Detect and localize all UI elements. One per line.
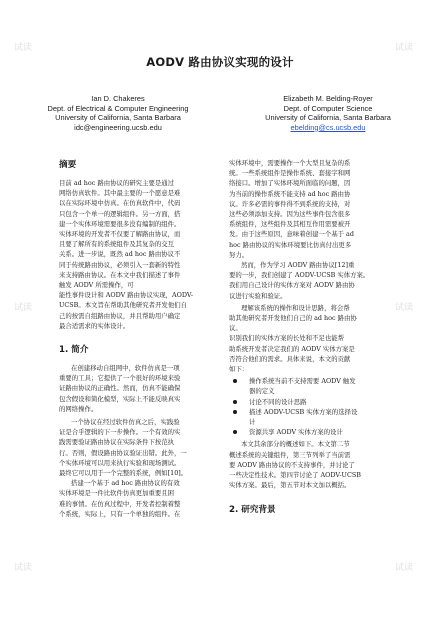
text-line: 理解该系统的操作和设计思路，将会帮 (241, 303, 350, 312)
text-line: 个实体环境可以用来执行实验和现场测试。 (59, 458, 181, 467)
text-line: 统。一些系统组件是操作系统、套接字和网 (229, 169, 351, 178)
text-line: 实体环境的开发者不仅要了解路由协议，而 (59, 230, 181, 239)
section-heading-background: 2. 研究背景 (229, 504, 276, 515)
text-line: 助系统开发者决定我们的 AODV 实体方案是 (229, 344, 355, 353)
author-name: Elizabeth M. Belding-Royer (283, 94, 373, 103)
text-line: 难的事情。在仿真过程中，开发者控制着整 (59, 499, 181, 508)
text-line: 己的按需自组路由协议，并且帮助用户确定 (59, 311, 181, 320)
author-university: University of California, Santa Barbara (265, 113, 391, 123)
watermark: 试读 (14, 303, 33, 313)
bullet-icon (233, 430, 237, 434)
section-heading-introduction: 1. 简介 (59, 345, 89, 356)
watermark: 试读 (14, 563, 33, 573)
watermark: 试读 (395, 563, 414, 573)
text-line: 的网络操作。 (59, 404, 98, 413)
list-item (229, 376, 417, 386)
intro-paragraph (59, 478, 247, 519)
text-line: 重要的工具；它提供了一个很好的环境来验 (59, 374, 181, 383)
text-line: 然而，作为学习 AODV 路由协议[12]重 (241, 261, 355, 270)
text-line: 网络仿真软件。其中最主要的一个愿意是难 (59, 189, 181, 198)
contribution-list (229, 376, 417, 437)
text-line: 能性事件设计和 AODV 路由协议实现，AODV- (59, 291, 194, 300)
left-column (59, 158, 247, 519)
text-line: 关系。进一步说，既然 ad hoc 路由协议不 (59, 250, 181, 259)
intro-paragraph (59, 363, 247, 414)
text-line: 议。 (229, 324, 242, 333)
text-line: 为当前的操作系统不能支持 ad hoc 路由协 (229, 189, 351, 198)
text-line: 系统组件，这些组件及其相互作用需要被开 (229, 220, 351, 229)
text-line: 本文其余部分的概述如下。本文第二节 (241, 440, 350, 449)
list-item-continuation (229, 386, 417, 396)
text-line: 发。由于这些原因，意味着创建一个基于 ad (229, 230, 354, 239)
text-line: 努力。 (229, 250, 249, 259)
body-paragraph (229, 303, 417, 334)
author-university: University of California, Santa Barbara (55, 113, 181, 123)
author-block (18, 94, 218, 132)
list-item-text: 器的定义 (249, 387, 275, 396)
list-item-text: 描述 AODV-UCSB 实体方案的选择设 (249, 407, 358, 416)
list-item-text: 讨论不同的设计思路 (249, 397, 307, 406)
text-line: 络接口。增加了实体环境所面临的问题，因 (229, 179, 351, 188)
text-line: 议。许多必需的事件得不到系统的支持，对 (229, 199, 351, 208)
text-line: 如下： (229, 365, 249, 374)
author-email-link[interactable]: ebelding@cs.ucsb.edu (290, 122, 366, 132)
text-line: 践需要验证路由协议在实际条件下按范执 (59, 438, 175, 447)
text-line: 一个协议在经过软件仿真之后，实践验 (71, 418, 180, 427)
text-line: 目前 ad hoc 路由协议的研究主要是通过 (59, 179, 175, 187)
watermark: 试读 (14, 43, 33, 53)
list-item (229, 427, 417, 437)
body-paragraph (229, 439, 417, 490)
text-line: 且要了解所有的系统组件及其复杂的交互 (59, 240, 175, 249)
text-line: 议进行实验和验证。 (229, 291, 287, 300)
text-line: UCSB。本文旨在帮助其他研究者开发他们自 (59, 301, 187, 310)
text-line: 要的一步，我们创建了 AODV-UCSB 实体方案。 (229, 271, 370, 280)
text-line: 包含假设和简化模型，实际上不能反映真实 (59, 394, 181, 403)
text-line: 证路由协议的正确性。然而，仿真不能确保 (59, 384, 181, 393)
body-paragraph (229, 158, 417, 260)
text-line: hoc 路由协议的实体环境要比仿真付出更多 (229, 240, 352, 249)
list-item-text: 计 (249, 418, 256, 427)
list-item-text: 资源共享 AODV 实体方案的设计 (249, 428, 343, 437)
text-line: 行。否则，假设路由协议验证出错。此外，一 (59, 448, 187, 457)
paper-title: AODV 路由协议实现的设计 (146, 55, 294, 69)
text-line: 最终它可以用于一个完整的系统，例如[10]。 (59, 469, 188, 478)
list-item (229, 397, 417, 407)
author-dept: Dept. of Electrical & Computer Engineering (47, 103, 189, 113)
text-line: 实体环境中，需要操作一个大型且复杂的系 (229, 159, 351, 167)
text-line: 来支持路由协议。在本文中我们描述了事件 (59, 270, 181, 279)
text-line: 概述系统的关键组件，第三节列举了当前需 (229, 450, 351, 459)
abstract-text (59, 178, 247, 331)
right-column (229, 158, 417, 523)
abstract-heading: 摘要 (59, 160, 77, 170)
body-paragraph (229, 333, 417, 374)
intro-paragraph (59, 417, 247, 478)
author-dept: Dept. of Computer Science (283, 103, 373, 113)
bullet-icon (233, 379, 237, 383)
watermark: 试读 (395, 303, 414, 313)
text-line: 识别我们的实体方案的长处和不足也能帮 (229, 334, 345, 343)
author-email: idc@engineering.ucsb.edu (74, 122, 162, 132)
bullet-icon (233, 410, 237, 414)
list-item-continuation (229, 417, 417, 427)
text-line: 证是合乎逻辑的下一步操作。一个有效的实 (59, 428, 181, 437)
text-line: 我们用自己设计的实体方案对 AODV 路由协 (229, 281, 355, 290)
text-line: 实体方案。最后，第五节对本文加以概括。 (229, 481, 351, 490)
text-line: 只包含一个单一的逻辑组件。另一方面，搭 (59, 209, 181, 218)
text-line: 一些决定性技术。第四节讨论了 AODV-UCSB (229, 471, 361, 480)
text-line: 实体环境是一件比软件仿真更加重要且困 (59, 489, 175, 498)
text-line: 助其他研究者开发他们自己的 ad hoc 路由协 (229, 314, 357, 323)
text-line: 以在实际环境中仿真。在仿真软件中，代码 (59, 199, 181, 208)
text-line: 否符合他们的需求。具体来说，本文的贡献 (229, 354, 351, 363)
bullet-icon (233, 400, 237, 404)
list-item-text: 操作系统当前不支持需要 AODV 触发 (249, 377, 356, 386)
text-line: 这些必须添加支持。因为这些事件包含很多 (229, 210, 351, 219)
text-line: 同于传统路由协议，必须引入一套新的特性 (59, 260, 181, 269)
body-paragraph (229, 260, 417, 301)
list-item (229, 407, 417, 417)
text-line: 最合适需求的实体设计。 (59, 321, 130, 330)
author-block (228, 94, 428, 132)
author-name: Ian D. Chakeres (91, 94, 145, 103)
watermark: 试读 (395, 43, 414, 53)
text-line: 搭建一个基于 ad hoc 路由协议的有效 (71, 479, 180, 488)
text-line: 触发 AODV 所需操作，可 (59, 281, 134, 290)
text-line: 在创建移动自组网中，软件仿真是一项 (71, 364, 180, 373)
text-line: 个系统，实际上，只有一个单独的组件。在 (59, 509, 181, 518)
text-line: 建一个实体环境需要很多没有编制的组件。 (59, 219, 181, 228)
text-line: 要 AODV 路由协议的不支持事件，并讨论了 (229, 460, 355, 469)
